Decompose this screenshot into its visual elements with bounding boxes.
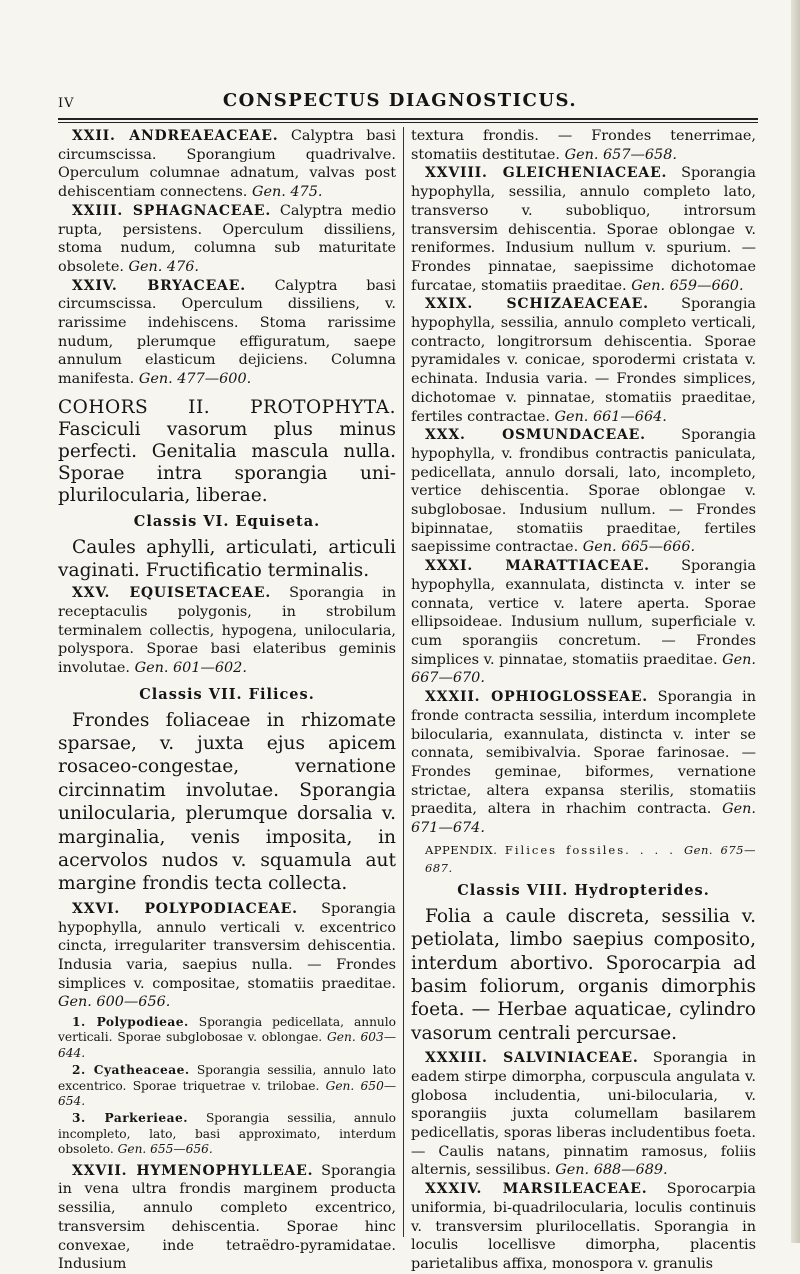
continued-text-body: textura frondis. — Frondes tenerrimae, stomatiis destitutae.: [411, 128, 756, 163]
family-entry: [411, 688, 756, 838]
family-entry: [58, 900, 396, 1012]
subfamily-text: Sporangia sessilia, annulo incompleto, lato, basi approximato, interdum obsoleto.: [58, 1111, 396, 1157]
appendix-line: [425, 841, 756, 878]
classis-heading: Classis VI. Equiseta.: [133, 512, 321, 530]
family-text: Sporangia in eadem stirpe dimorpha, corpuscula angulata v. globosa includentia, uni-bilocularia, v. sporangiis juxta columellam basilarem pedicellatis, sporas liberas includentibus foeta. — Caulis natans, pinnatim ramosus, foliis alternis, sessilibus.: [411, 1050, 756, 1179]
family-text: Sporangia in fronde contracta sessilia, interdum incomplete bilocularia, exannulata, distincta v. inter se connata, semibivalvia. Sporae farinosae. — Frondes geminae, biformes, vernatione strictae, altera expansa sterilis, stomatiis praedita, altera in rhachim contracta.: [411, 689, 756, 818]
family-text: Sporangia hypophylla, exannulata, distincta v. inter se connata, vertice v. latere aperta. Sporae ellipsoideae. Indusium nullum, superficiale v. cum sporangiis concretum. — Frondes simplices v. pinnatae, stomatiis praeditae.: [411, 558, 756, 668]
genus-ref: Gen. 476.: [128, 258, 199, 275]
genus-ref: Gen. 655—656.: [117, 1142, 213, 1157]
family-name: XXVI. POLYPODIACEAE.: [72, 900, 298, 917]
family-text: Sporocarpia uniformia, bi-quadrilocularia, loculis continuis v. transversim plurilocellatis. Sporangia in loculis locellisve dimorpha, placentis parietalibus affixa, monospora v. granulis: [411, 1181, 756, 1272]
genus-ref: Gen. 688—689.: [555, 1162, 668, 1179]
genus-ref: Gen. 671—674.: [411, 801, 756, 837]
family-name: XXV. EQUISETACEAE.: [72, 585, 271, 602]
genus-ref: Gen. 661—664.: [554, 408, 667, 425]
classis-heading: Classis VII. Filices.: [139, 685, 315, 703]
genus-ref: Gen. 650—654.: [58, 1078, 397, 1109]
continued-text: [411, 127, 756, 164]
family-name: XXIX. SCHIZAEACEAE.: [425, 296, 649, 313]
appendix-label: APPENDIX.: [425, 842, 505, 857]
family-entry: [58, 277, 396, 389]
family-name: XXII. ANDREAEACEAE.: [72, 128, 279, 144]
genus-ref: Gen. 675—687.: [425, 842, 757, 876]
family-name: XXXIV. MARSILEACEAE.: [425, 1181, 648, 1198]
cohors-title: COHORS II. PROTOPHYTA.: [58, 396, 396, 418]
family-entry: [58, 202, 396, 277]
left-column: [58, 127, 396, 1274]
genus-ref: Gen. 665—666.: [582, 539, 696, 556]
family-name: XXXIII. SALVINIACEAE.: [425, 1050, 639, 1067]
subfamily-entry: [58, 1111, 396, 1157]
family-entry: [411, 295, 756, 426]
genus-ref: Gen. 475.: [251, 184, 323, 201]
running-head: CONSPECTUS DIAGNOSTICUS.: [222, 90, 578, 111]
family-text: Calyptra medio rupta, persistens. Operculum dissiliens, stoma nudum, columna sub maturitate obsolete.: [58, 202, 396, 275]
subfamily-name: 2. Cyatheaceae.: [72, 1063, 190, 1078]
family-entry: [58, 127, 396, 202]
genus-ref: Gen. 477—600.: [138, 371, 252, 388]
genus-ref: Gen. 667—670.: [411, 651, 757, 687]
header-rule-thick: [58, 118, 758, 120]
family-entry: [58, 584, 396, 678]
family-name: XXXI. MARATTIACEAE.: [425, 558, 650, 575]
family-text: Sporangia hypophylla, sessilia, annulo completo verticali, contracto, longitrorsum dehiscentia. Sporae pyramidales v. conicae, sporodermi cristata v. echinata. Indusia varia. — Frondes simplices, dichotomae v. pinnatae, stomatiis praeditae, fertiles contractae.: [411, 296, 756, 425]
page-edge-shadow: [791, 0, 800, 1243]
classis-text: Folia a caule discreta, sessilia v. petiolata, limbo saepius composito, interdum abortivo. Sporocarpia ad basim foliorum, organis dimorphis foeta. — Herbae aquaticae, cylindro vasorum centrali percursae.: [411, 905, 756, 1044]
family-text: Sporangia in receptaculis polygonis, in strobilum terminalem collectis, hypogena, unilocularia, polyspora. Sporae basi elateribus geminis involutae.: [58, 585, 396, 677]
family-entry: [411, 164, 756, 295]
subfamily-entry: [58, 1063, 396, 1109]
cohors-text: Fasciculi vasorum plus minus perfecti. Genitalia mascula nulla. Sporae intra sporangia uni-plurilocularia, liberae.: [58, 418, 396, 506]
genus-ref: Gen. 601—602.: [134, 660, 247, 677]
genus-ref: Gen. 657—658.: [564, 146, 677, 163]
family-name: XXIII. SPHAGNACEAE.: [72, 202, 272, 219]
family-entry: [411, 1049, 756, 1180]
subfamily-text: Sporangia pedicellata, annulo verticali. Sporae subglobosae v. oblongae.: [58, 1015, 397, 1045]
family-entry: [58, 1162, 396, 1274]
right-column: [411, 127, 756, 1274]
header-rule-thin: [58, 122, 758, 123]
family-name: XXX. OSMUNDACEAE.: [425, 427, 646, 444]
genus-ref: Gen. 600—656.: [58, 994, 171, 1011]
genus-ref: Gen. 603—644.: [58, 1030, 397, 1060]
classis-text: Caules aphylli, articulati, articuli vaginati. Fructificatio terminalis.: [58, 536, 396, 581]
appendix-title: Filices fossiles. . . .: [504, 842, 684, 857]
family-name: XXVIII. GLEICHENIACEAE.: [425, 165, 668, 182]
family-name: XXVII. HYMENOPHYLLEAE.: [72, 1162, 314, 1179]
column-divider: [403, 127, 404, 1237]
family-name: XXIV. BRYACEAE.: [72, 277, 246, 294]
family-text: Sporangia hypophylla, sessilia, annulo completo lato, transverso v. subobliquo, introrsum transversim dehiscentia. Sporae oblongae v. reniformes. Indusium nullum v. spurium. — Frondes pinnatae, saepissime dichotomae furcatae, stomatiis praeditae.: [411, 165, 756, 294]
family-text: Calyptra basi circumscissa. Operculum dissiliens, v. rarissime indehiscens. Stoma rarissime nudum, plerumque effiguratum, saepe annulum elasticum dejiciens. Columna manifesta.: [58, 277, 396, 388]
subfamily-name: 3. Parkerieae.: [72, 1111, 189, 1126]
cohors-heading: [58, 397, 396, 507]
family-entry: [411, 1180, 756, 1274]
family-text: Sporangia in vena ultra frondis marginem producta sessilia, annulo completo excentrico, transversim dehiscentia. Sporae hinc convexae, inde tetraëdro-pyramidatae. Indusium: [58, 1162, 396, 1273]
family-entry: [411, 426, 756, 557]
classis-heading: Classis VIII. Hydropterides.: [457, 882, 710, 900]
subfamily-entry: [58, 1015, 396, 1061]
genus-ref: Gen. 659—660.: [631, 277, 744, 294]
classis-text: Frondes foliaceae in rhizomate sparsae, v. juxta ejus apicem rosaceo-congestae, vernatione circinnatim involutae. Sporangia unilocularia, plerumque dorsalia v. marginalia, venis imposita, in acervolos nudos v. squamula aut margine frondis tecta collecta.: [58, 709, 396, 895]
subfamily-name: 1. Polypodieae.: [72, 1015, 189, 1030]
subfamily-text: Sporangia sessilia, annulo lato excentrico. Sporae triquetrae v. trilobae.: [58, 1063, 396, 1093]
page-number: IV: [58, 96, 75, 111]
family-text: Sporangia hypophylla, v. frondibus contractis paniculata, pedicellata, annulo dorsali, lato, incompleto, vertice dehiscentia. Sporae oblongae v. subglobosae. Indusium nullum. — Frondes bipinnatae, stomatiis praeditae, fertiles saepissime contractae.: [411, 427, 756, 556]
family-name: XXXII. OPHIOGLOSSEAE.: [425, 689, 648, 706]
family-text: Sporangia hypophylla, annulo verticali v. excentrico cincta, irregulariter transversim dehiscentia. Indusia varia, saepius nulla. — Frondes simplices v. compositae, stomatiis praeditae.: [58, 900, 396, 992]
family-text: Calyptra basi circumscissa. Sporangium quadrivalve. Operculum columnae adnatum, valvas post dehiscentiam connectens.: [58, 128, 396, 201]
family-entry: [411, 557, 756, 688]
